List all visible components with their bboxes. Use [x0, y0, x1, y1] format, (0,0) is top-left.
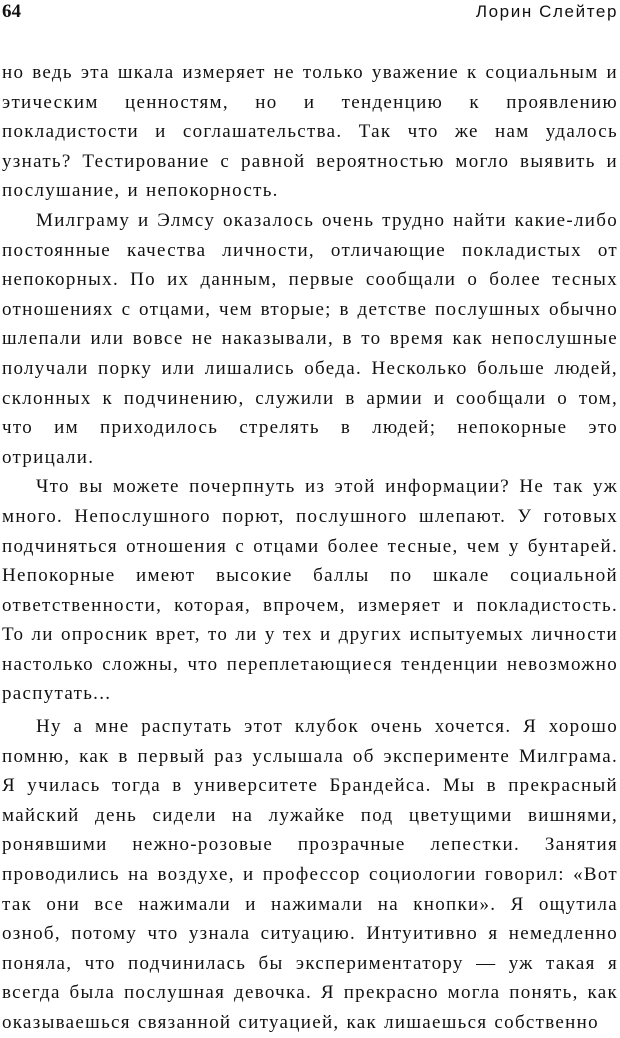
page-header	[0, 0, 620, 28]
paragraph-what-can-you-learn: Что вы можете почерпнуть из этой информации? Не так уж много. Непослушного порют, послушного шлепают. У готовых подчиняться отношения с отцами более тесные, чем у бунтарей. Непокорные имеют высокие баллы по шкале социальной ответственности, которая, впрочем, измеряет и покладистость. То ли опросник врет, то ли у тех и других испытуемых личности настолько сложны, что переплетающиеся тенденции невозможно распутать...	[2, 476, 618, 705]
page-number: 64	[2, 1, 21, 22]
text-block-top	[2, 58, 618, 709]
paragraph-milgram-elms: Милграму и Элмсу оказалось очень трудно найти какие-либо постоянные качества личности, отличающие покладистых от непокорных. По их данным, первые сообщали о более тесных отношениях с отцами, чем вторые; в детстве послушных обычно шлепали или вовсе не наказывали, в то время как непослушные получали порку или лишались обеда. Несколько больше людей, склонных к подчинению, служили в армии и сообщали о том, что им приходилось стрелять в людей; непокорные это отрицали.	[2, 209, 618, 468]
running-head-author: Лорин Слейтер	[475, 2, 618, 21]
paragraph-continued: но ведь эта шкала измеряет не только уважение к социальным и этическим ценностям, но и тенденцию к проявлению покладистости и соглашательства. Так что же нам удалось узнать? Тестирование с равной вероятностью могло выявить и послушание, и непокорность.	[2, 62, 618, 202]
text-block-bottom	[2, 712, 618, 1038]
paragraph-untangle: Ну а мне распутать этот клубок очень хочется. Я хорошо помню, как в первый раз услышала об эксперименте Милграма. Я училась тогда в университете Брандейса. Мы в прекрасный майский день сидели на лужайке под цветущими вишнями, ронявшими нежно-розовые прозрачные лепестки. Занятия проводились на воздухе, и профессор социологии говорил: «Вот так они все нажимали и нажимали на кнопки». Я ощутила озноб, потому что узнала ситуацию. Интуитивно я немедленно поняла, что подчинилась бы экспериментатору — уж такая я всегда была послушная девочка. Я прекрасно могла понять, как оказываешься связанной ситуацией, как лишаешься собственно	[2, 716, 618, 1033]
